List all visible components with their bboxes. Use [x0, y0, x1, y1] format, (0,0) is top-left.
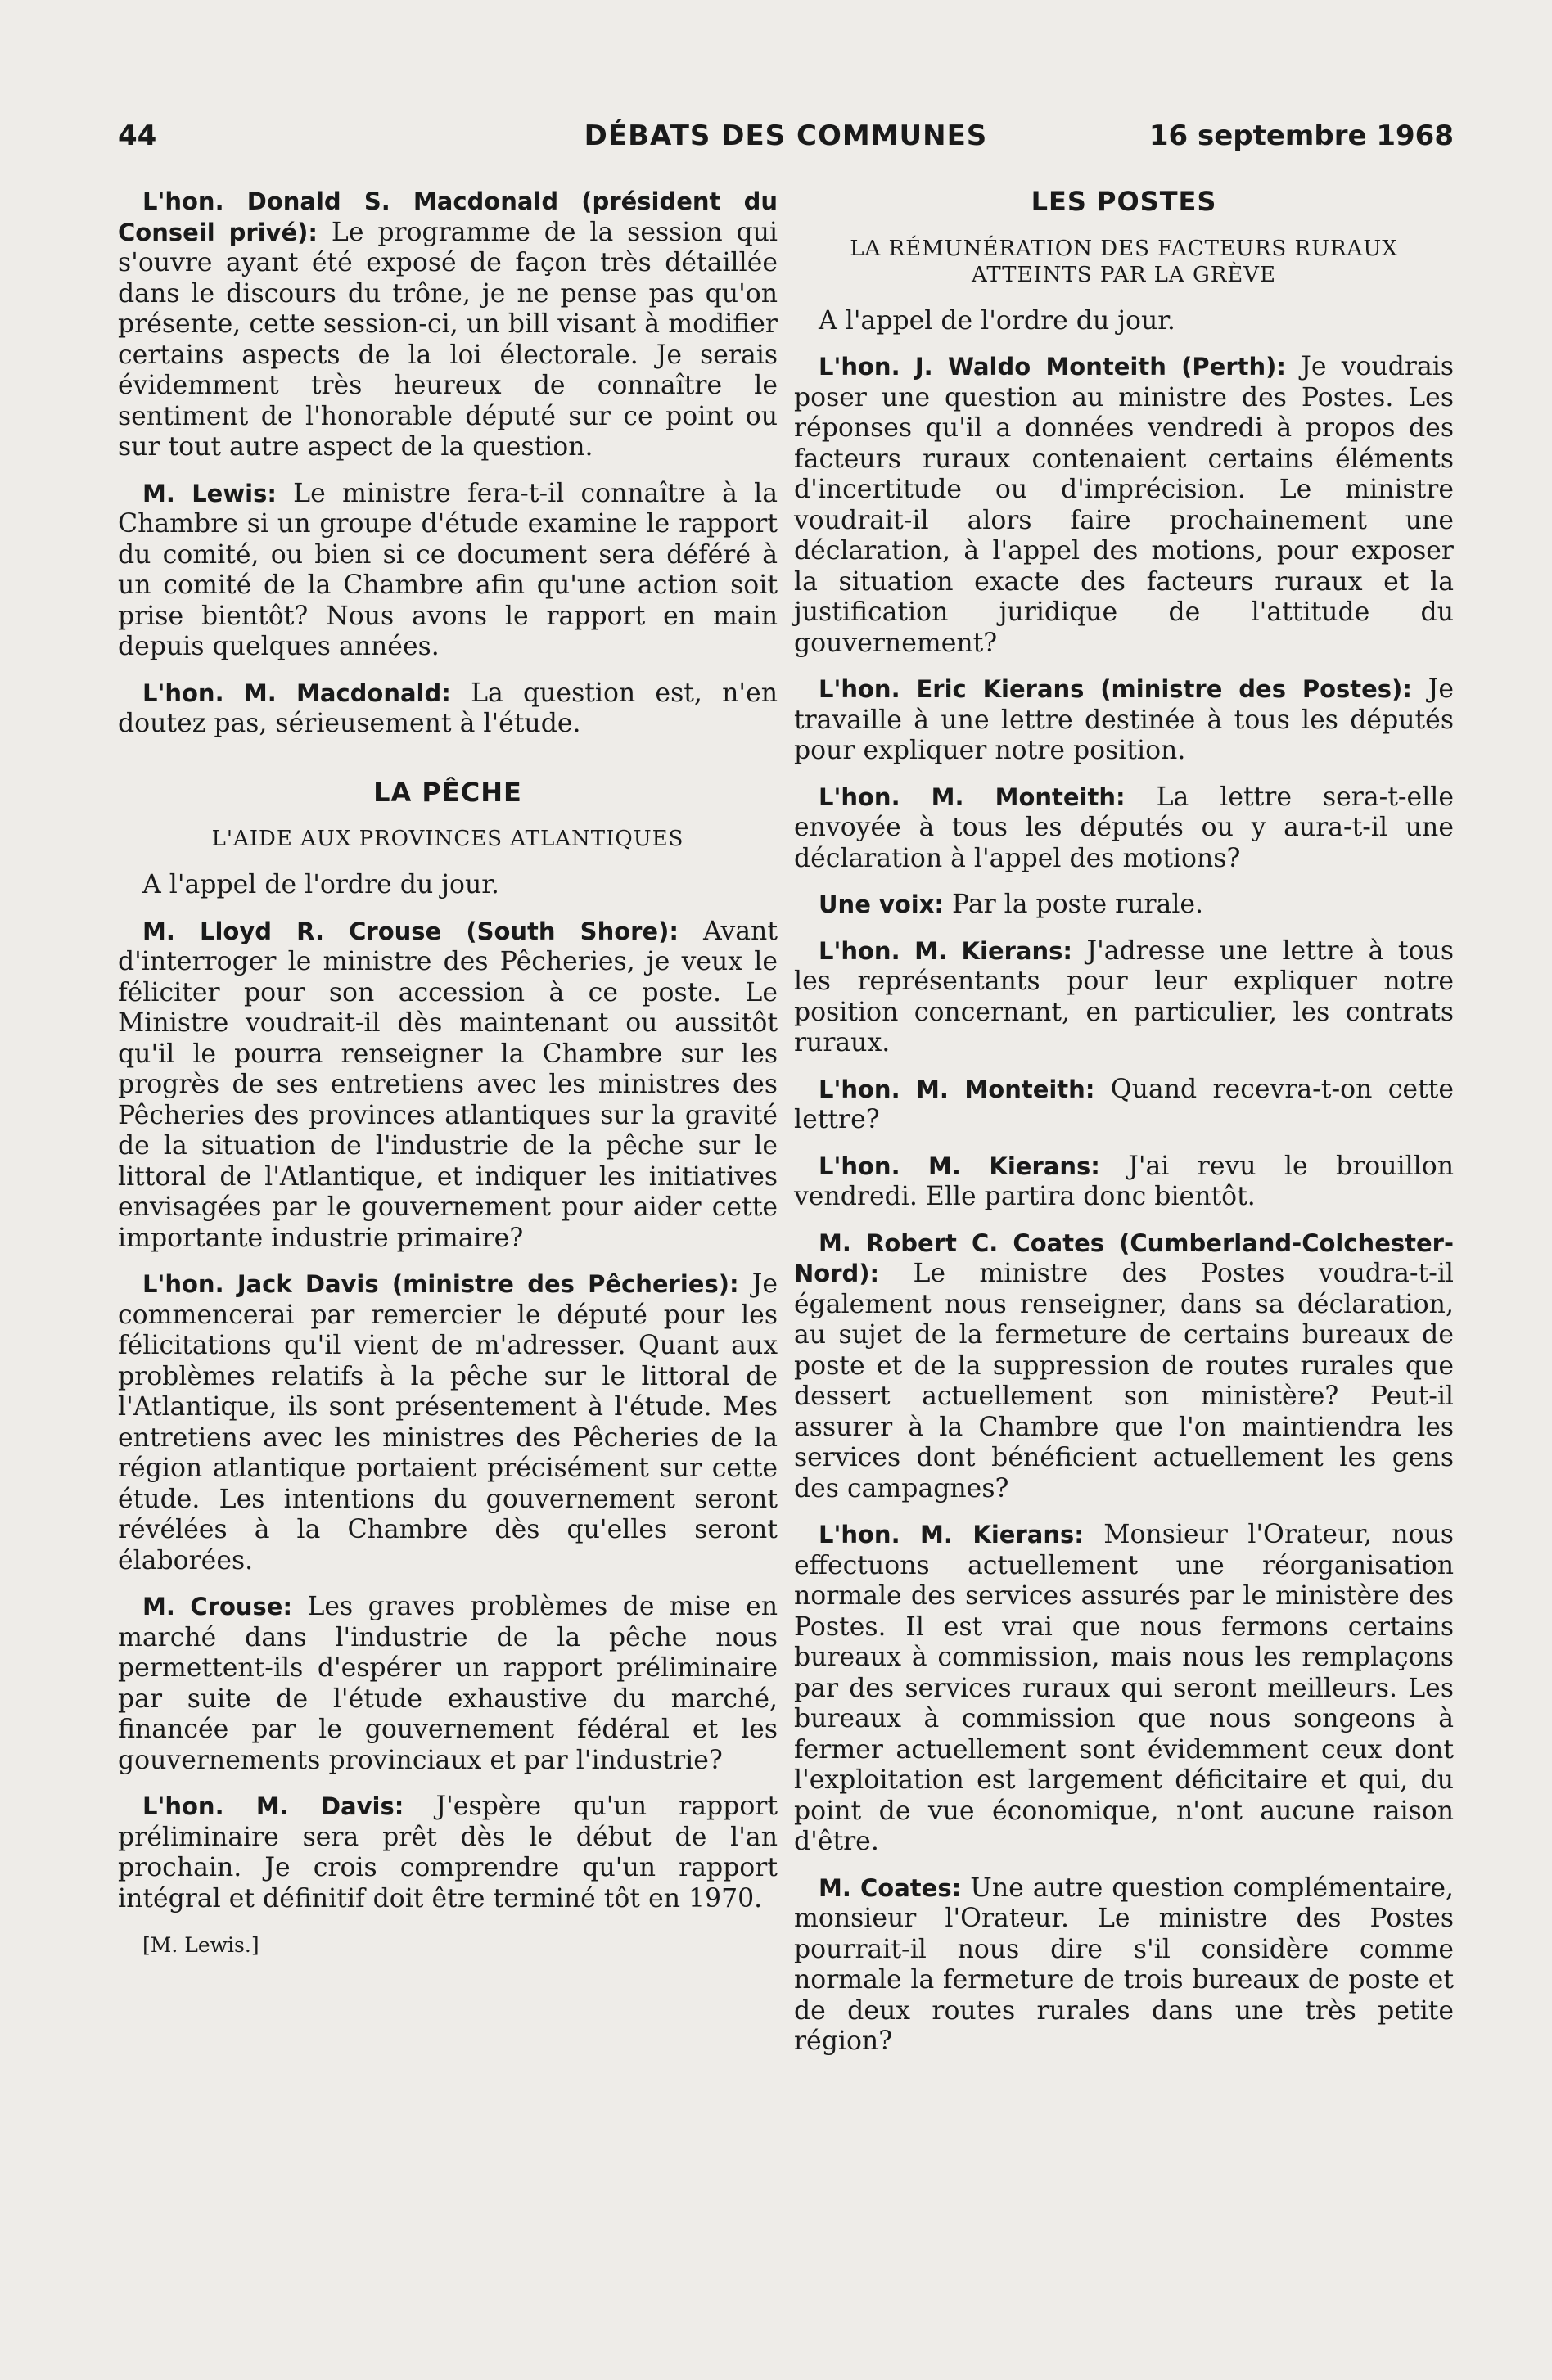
- paragraph-text: Je voudrais poser une question au ministre des Postes. Les réponses qu'il a données vendredi à propos des facteurs ruraux contenaient certains éléments d'incertitude ou d'imprécision. Le ministre voudrait-il alors faire prochainement une déclaration, à l'appel des motions, pour exposer la situation exacte des facteurs ruraux et la justification juridique de l'attitude du gouvernement?: [794, 352, 1454, 658]
- paragraph-text: Les graves problèmes de mise en marché dans l'industrie de la pêche nous permettent-ils d'espérer un rapport préliminaire par suite de l'étude exhaustive du marché, financée par le gouvernement fédéral et les gouvernements provinciaux et par l'industrie?: [118, 1592, 778, 1775]
- left-column: [118, 187, 778, 1961]
- paragraph-text: Par la poste rurale.: [944, 890, 1204, 919]
- paragraph: [118, 917, 778, 1255]
- speaker-name: M. Coates:: [819, 1873, 962, 1902]
- right-column: [794, 187, 1454, 2073]
- paragraph-text: Avant d'interroger le ministre des Pêcheries, je veux le féliciter pour son accession à ce poste. Le Ministre voudrait-il dès maintenant ou aussitôt qu'il le pourra renseigner la Chambre sur les progrès de ses entretiens avec les ministres des Pêcheries des provinces atlantiques sur la gravité de la situation de l'industrie de la pêche sur le littoral de l'Atlantique, et indiquer les initiatives envisagées par le gouvernement pour aider cette importante industrie primaire?: [118, 916, 778, 1253]
- paragraph: [118, 187, 778, 463]
- footnote: [M. Lewis.]: [142, 1933, 259, 1957]
- speaker-name: M. Crouse:: [142, 1593, 293, 1620]
- section-title: LES POSTES: [1031, 186, 1217, 217]
- paragraph: [118, 479, 778, 663]
- paragraph-text: Je travaille à une lettre destinée à tous les députés pour expliquer notre position.: [794, 674, 1454, 765]
- paragraph: [794, 1520, 1454, 1858]
- paragraph: [794, 1873, 1454, 2058]
- paragraph: [118, 1269, 778, 1576]
- speaker-name: M. Lewis:: [142, 479, 277, 507]
- paragraph-text: J'espère qu'un rapport préliminaire sera prêt dès le début de l'an prochain. Je crois comprendre qu'un rapport intégral et définitif doit être terminé tôt en 1970.: [118, 1792, 778, 1913]
- paragraph-text: A l'appel de l'ordre du jour.: [142, 870, 499, 899]
- page-date: 16 septembre 1968: [1148, 119, 1454, 152]
- speaker-name: L'hon. Jack Davis (ministre des Pêcheries):: [142, 1270, 739, 1298]
- speaker-name: M. Robert C. Coates (Cumberland-Colchester-Nord):: [794, 1228, 1454, 1287]
- speaker-name: M. Lloyd R. Crouse (South Shore):: [142, 917, 679, 945]
- paragraph: [794, 782, 1454, 875]
- speaker-name: L'hon. J. Waldo Monteith (Perth):: [819, 353, 1286, 381]
- paragraph: [794, 306, 1454, 337]
- paragraph-text: Monsieur l'Orateur, nous effectuons actuellement une réorganisation normale des services assurés par le ministère des Postes. Il est vrai que nous fermons certains bureaux à commission, mais nous les remplaçons par des services ruraux qui seront meilleurs. Les bureaux à commission que nous songeons à fermer actuellement sont évidemment ceux dont l'exploitation est largement déficitaire et qui, du point de vue économique, n'ont aucune raison d'être.: [794, 1520, 1454, 1856]
- paragraph-text: J'adresse une lettre à tous les représentants pour leur expliquer notre position concernant, en particulier, les contrats ruraux.: [794, 935, 1454, 1057]
- paragraph-text: J'ai revu le brouillon vendredi. Elle partira donc bientôt.: [794, 1151, 1454, 1211]
- paragraph-text: La question est, n'en doutez pas, sérieusement à l'étude.: [118, 678, 778, 738]
- speaker-name: L'hon. M. Monteith:: [819, 782, 1126, 811]
- paragraph-text: Je commencerai par remercier le député pour les félicitations qu'il vient de m'adresser. Quant aux problèmes relatifs à la pêche sur le littoral de l'Atlantique, ils sont présentement à l'étude. Mes entretiens avec les ministres des Pêcheries de la région atlantique portaient précisément sur cette étude. Les intentions du gouvernement seront révélées à la Chambre dès qu'elles seront élaborées.: [118, 1269, 778, 1575]
- paragraph: [794, 1152, 1454, 1213]
- speaker-name: L'hon. M. Kierans:: [819, 936, 1072, 965]
- paragraph: [794, 674, 1454, 767]
- speaker-name: L'hon. M. Kierans:: [819, 1152, 1100, 1180]
- paragraph-text: La lettre sera-t-elle envoyée à tous les députés ou y aura-t-il une déclaration à l'appel des motions?: [794, 782, 1454, 873]
- paragraph-text: Le ministre fera-t-il connaître à la Chambre si un groupe d'étude examine le rapport du comité, ou bien si ce document sera déféré à un comité de la Chambre afin qu'une action soit prise bientôt? Nous avons le rapport en main depuis quelques années.: [118, 478, 778, 661]
- section-subtitle: LA RÉMUNÉRATION DES FACTEURS RURAUX ATTEINTS PAR LA GRÈVE: [850, 236, 1398, 287]
- paragraph: [794, 1075, 1454, 1136]
- paragraph-text: Une autre question complémentaire, monsieur l'Orateur. Le ministre des Postes pourrait-il nous dire s'il considère comme normale la fermeture de trois bureaux de poste et de deux routes rurales dans une très petite région?: [794, 1873, 1455, 2056]
- paragraph-text: Le ministre des Postes voudra-t-il également nous renseigner, dans sa déclaration, au sujet de la fermeture de certains bureaux de poste et de la suppression de routes rurales que dessert actuellement son ministère? Peut-il assurer à la Chambre que l'on maintiendra les services dont bénéficient actuellement les gens des campagnes?: [794, 1259, 1454, 1503]
- section-title: LA PÊCHE: [373, 776, 522, 808]
- paragraph-text: Quand recevra-t-on cette lettre?: [794, 1074, 1454, 1134]
- page-header: [118, 119, 1454, 159]
- page-title: DÉBATS DES COMMUNES: [584, 119, 988, 152]
- paragraph: [794, 936, 1454, 1059]
- speaker-name: Une voix:: [819, 890, 945, 918]
- paragraph: [794, 890, 1454, 921]
- section-subtitle: L'AIDE AUX PROVINCES ATLANTIQUES: [211, 827, 684, 851]
- paragraph: [794, 1228, 1454, 1505]
- paragraph: [118, 1592, 778, 1776]
- paragraph-text: Le programme de la session qui s'ouvre ayant été exposé de façon très détaillée dans le discours du trône, je ne pense pas qu'on présente, cette session-ci, un bill visant à modifier certains aspects de la loi électorale. Je serais évidemment très heureux de connaître le sentiment de l'honorable député sur ce point ou sur tout autre aspect de la question.: [118, 217, 778, 462]
- speaker-name: L'hon. Donald S. Macdonald (président du Conseil privé):: [118, 187, 778, 246]
- speaker-name: L'hon. M. Monteith:: [819, 1075, 1095, 1103]
- paragraph-text: A l'appel de l'ordre du jour.: [819, 305, 1175, 336]
- paragraph: [118, 870, 778, 901]
- paragraph: [118, 678, 778, 740]
- paragraph: [118, 1792, 778, 1914]
- speaker-name: L'hon. M. Davis:: [142, 1792, 404, 1820]
- speaker-name: L'hon. Eric Kierans (ministre des Postes):: [819, 675, 1412, 703]
- speaker-name: L'hon. M. Macdonald:: [142, 678, 451, 707]
- paragraph: [794, 352, 1454, 659]
- speaker-name: L'hon. M. Kierans:: [819, 1521, 1084, 1548]
- page-number: 44: [118, 119, 157, 152]
